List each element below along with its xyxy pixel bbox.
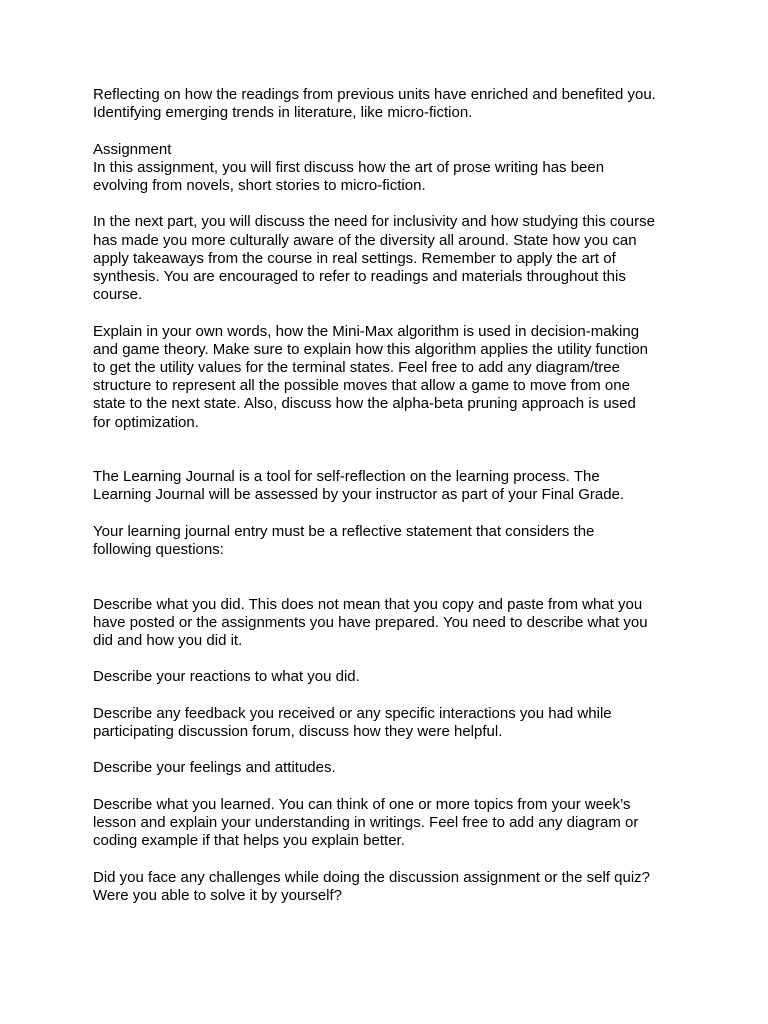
question-challenges: Did you face any challenges while doing the discussion assignment or the self quiz? Were you able to solve it by yourself? [93, 868, 650, 904]
question-feedback: Describe any feedback you received or any specific interactions you had while participating discussion forum, discuss how they were helpful. [93, 704, 612, 740]
question-feelings: Describe your feelings and attitudes. [93, 759, 336, 777]
spacer [93, 195, 693, 213]
spacer [93, 505, 693, 523]
assignment-paragraph-3: Explain in your own words, how the Mini-Max algorithm is used in decision-making and game theory. Make sure to explain how this algorithm applies the utility function to get the utility values for the terminal states. Feel free to add any diagram/tree structure to represent all the possible moves that allow a game to move from one state to the next state. Also, discuss how the alpha-beta pruning approach is used for optimization. [93, 322, 649, 431]
spacer [93, 850, 693, 868]
question-reactions: Describe your reactions to what you did. [93, 668, 360, 686]
assignment-heading: Assignment [93, 140, 172, 158]
spacer [93, 778, 693, 796]
intro-line-1: Reflecting on how the readings from previous units have enriched and benefited you. [93, 86, 656, 103]
spacer [93, 650, 693, 668]
spacer [93, 122, 693, 140]
assignment-paragraph-2: In the next part, you will discuss the need for inclusivity and how studying this course has made you more culturally aware of the diversity all around. State how you can apply takeaways from the course in real settings. Remember to apply the art of synthesis. You are encouraged to refer to readings and materials throughout this course. [93, 213, 655, 304]
spacer [93, 304, 693, 322]
document-body [93, 86, 693, 905]
intro-line-2: Identifying emerging trends in literature, like micro-fiction. [93, 104, 473, 122]
question-what-you-learned: Describe what you learned. You can think of one or more topics from your week’s lesson and explain your understanding in writings. Feel free to add any diagram or coding example if that helps you explain better. [93, 795, 639, 850]
question-describe-what-you-did: Describe what you did. This does not mean that you copy and paste from what you have posted or the assignments you have prepared. You need to describe what you did and how you did it. [93, 595, 648, 649]
spacer [93, 432, 693, 468]
spacer [93, 559, 693, 595]
assignment-paragraph-1: In this assignment, you will first discuss how the art of prose writing has been evolving from novels, short stories to micro-fiction. [93, 158, 605, 194]
spacer [93, 687, 693, 705]
journal-paragraph-1: The Learning Journal is a tool for self-reflection on the learning process. The Learning Journal will be assessed by your instructor as part of your Final Grade. [93, 468, 625, 504]
spacer [93, 741, 693, 759]
journal-paragraph-2: Your learning journal entry must be a reflective statement that considers the following questions: [93, 522, 595, 558]
